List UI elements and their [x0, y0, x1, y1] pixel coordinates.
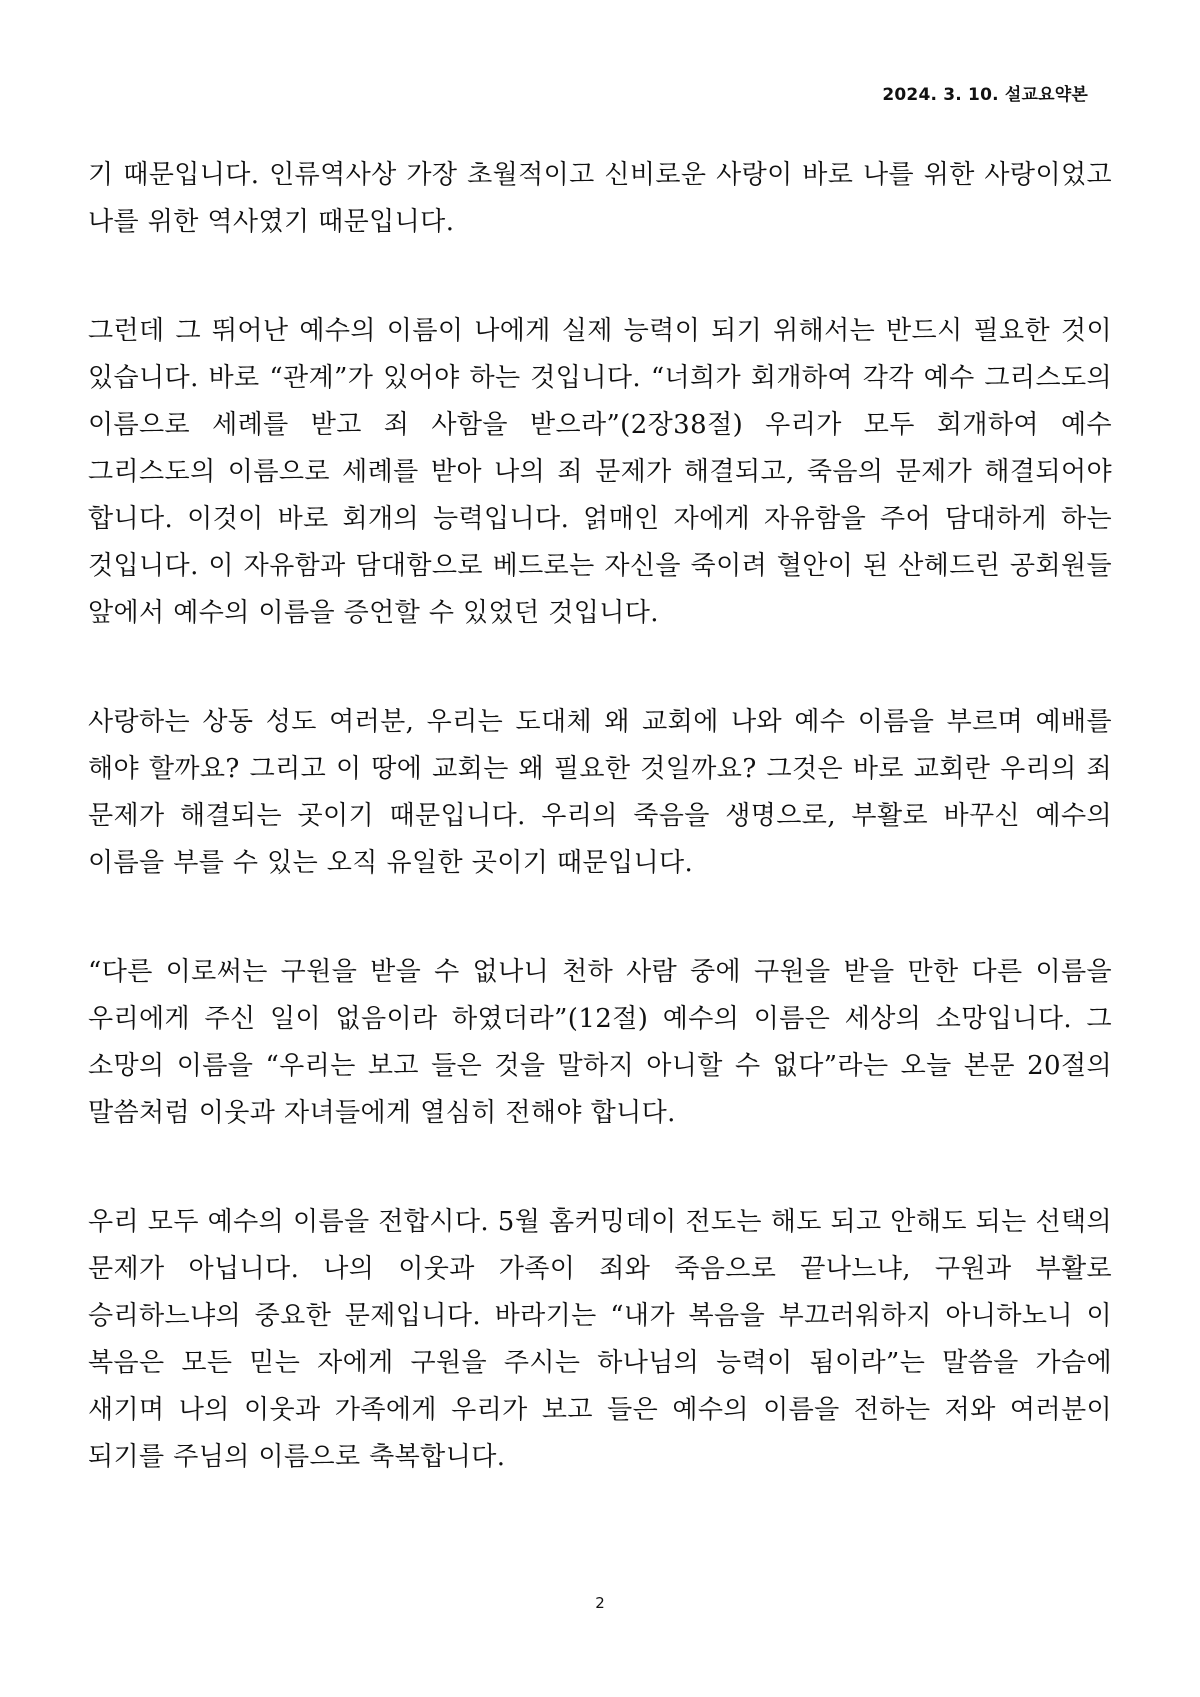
paragraph-3: 사랑하는 상동 성도 여러분, 우리는 도대체 왜 교회에 나와 예수 이름을 부르며 예배를 해야 할까요? 그리고 이 땅에 교회는 왜 필요한 것일까요? 그것은 바로 교회란 우리의 죄 문제가 해결되는 곳이기 때문입니다. 우리의 죽음을 생명으로, 부활로 바꾸신 예수의 이름을 부를 수 있는 오직 유일한 곳이기 때문입니다.: [88, 707, 1112, 878]
page-number: 2: [595, 1594, 605, 1612]
paragraph-5: 우리 모두 예수의 이름을 전합시다. 5월 홈커밍데이 전도는 해도 되고 안해도 되는 선택의 문제가 아닙니다. 나의 이웃과 가족이 죄와 죽음으로 끝나느냐, 구원과 부활로 승리하느냐의 중요한 문제입니다. 바라기는 “내가 복음을 부끄러워하지 아니하노니 이 복음은 모든 믿는 자에게 구원을 주시는 하나님의 능력이 됨이라”는 말씀을 가슴에 새기며 나의 이웃과 가족에게 우리가 보고 들은 예수의 이름을 전하는 저와 여러분이 되기를 주님의 이름으로 축복합니다.: [88, 1207, 1112, 1472]
paragraph-1: 기 때문입니다. 인류역사상 가장 초월적이고 신비로운 사랑이 바로 나를 위한 사랑이었고 나를 위한 역사였기 때문입니다.: [88, 160, 1112, 237]
paragraph-4: “다른 이로써는 구원을 받을 수 없나니 천하 사람 중에 구원을 받을 만한 다른 이름을 우리에게 주신 일이 없음이라 하였더라”(12절) 예수의 이름은 세상의 소망입니다. 그 소망의 이름을 “우리는 보고 들은 것을 말하지 아니할 수 없다”라는 오늘 본문 20절의 말씀처럼 이웃과 자녀들에게 열심히 전해야 합니다.: [88, 957, 1112, 1128]
document-header: 2024. 3. 10. 설교요약본: [882, 85, 1088, 105]
sermon-body: [88, 152, 1112, 1481]
paragraph-2: 그런데 그 뛰어난 예수의 이름이 나에게 실제 능력이 되기 위해서는 반드시 필요한 것이 있습니다. 바로 “관계”가 있어야 하는 것입니다. “너희가 회개하여 각각 예수 그리스도의 이름으로 세례를 받고 죄 사함을 받으라”(2장38절) 우리가 모두 회개하여 예수 그리스도의 이름으로 세례를 받아 나의 죄 문제가 해결되고, 죽음의 문제가 해결되어야 합니다. 이것이 바로 회개의 능력입니다. 얽매인 자에게 자유함을 주어 담대하게 하는 것입니다. 이 자유함과 담대함으로 베드로는 자신을 죽이려 혈안이 된 산헤드린 공회원들 앞에서 예수의 이름을 증언할 수 있었던 것입니다.: [88, 316, 1112, 628]
